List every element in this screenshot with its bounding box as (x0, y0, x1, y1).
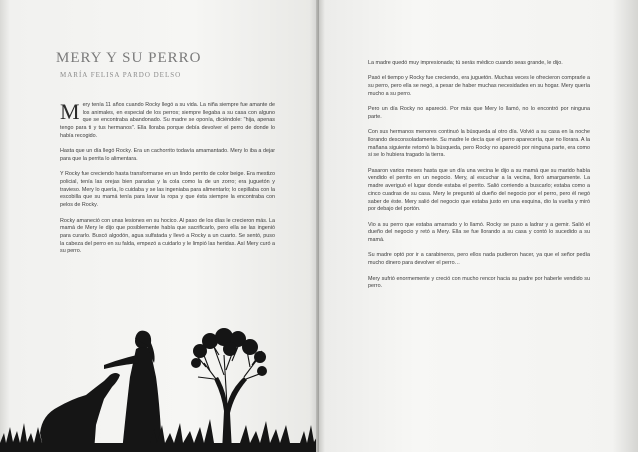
paragraph: Mery sufrió enormemente y creció con mucho rencor hacia su padre por haberle vendido su perro. (368, 275, 590, 290)
paragraph: Con sus hermanos menores continuó la búsqueda al otro día. Volvió a su casa en la noche llorando desconsoladamente. Su madre le decía que el perro aparecería, que no llorara. A la mañana siguiente retomó la búsqueda, pero Rocky no apareció por ninguna parte, era como si se lo hubiera tragado la tierra. (368, 129, 590, 159)
paragraph: Vio a su perro que estaba amarrado y lo llamó. Rocky se puso a ladrar y a gemir. Salió el dueño del negocio y retó a Mery. Ella se fue llorando a su casa y contó lo sucedido a su mamá. (368, 221, 590, 244)
paragraph (60, 99, 275, 141)
right-page-text (368, 60, 590, 299)
paragraph: Y Rocky fue creciendo hasta transformarse en un lindo perrito de color beige. Era mestizo policial, tenía las orejas bien paradas y la cola como la de un zorro; era juguetón y travieso. Mery lo quería, lo cuidaba y se las ingeniaba para alimentarlo; lo cepillaba con la escobilla que su mamá tenía para lavar la ropa y que ésta siempre la encontraba con pelos de Rocky. (60, 171, 275, 209)
dog-silhouette (40, 373, 120, 452)
girl-dog-tree-silhouette (0, 315, 319, 452)
story-title: MERY Y SU PERRO (56, 50, 202, 66)
paragraph: Pasaron varios meses hasta que un día una vecina le dijo a su mamá que su marido había vendido el perrito en un negocio. Mery, al escuchar a la vecina, lloró amargamente. La madre averiguó el lugar donde estaba el perrito. Salió corriendo a buscarlo; estaba como a cinco cuadras de su casa. Mery le preguntó al dueño del negocio por el perro, pero él negó saber de éste. Mery salió del negocio que estaba justo en una esquina, dio la vuelta y miró por debajo del portón. (368, 167, 590, 213)
drop-cap: M (60, 99, 80, 124)
paragraph: Su madre optó por ir a carabineros, pero ellos nada pudieron hacer, ya que el señor pedía mucho dinero para devolver el perro… (368, 252, 590, 267)
paragraph-text: ery tenía 11 años cuando Rocky llegó a su vida. La niña siempre fue amante de los animales, en especial de los perros; siempre llegaba a su casa con alguno que se encontraba abandonado. Su madre se oponía, diciéndole: "hija, apenas tengo para ti y tus hermanos". Ella lloraba porque debía devolver el perro de donde lo había recogido. (60, 102, 275, 139)
left-page-text (60, 99, 275, 264)
paragraph: Pasó el tiempo y Rocky fue creciendo, era juguetón. Muchas veces le ofrecieron comprarle a su perro, pero ella se negó, a pesar de haber muchas necesidades en su hogar. Mery quería mucho a su perro. (368, 75, 590, 97)
paragraph: Hasta que un día llegó Rocky. Era un cachorrito todavía amamantado. Mery lo iba a dejar para que la perrita lo alimentara. (60, 148, 275, 162)
paragraph: La madre quedó muy impresionada; tú serás médico cuando seas grande, le dijo. (368, 60, 563, 66)
paragraph: Rocky amaneció con unas lesiones en su hocico. Al paso de los días le crecieron más. La mamá de Mery le dijo que posiblemente había que sacrificarlo, pero ella se las ingenió para curarlo. Buscó algodón, agua sulfatada y llevó a Rocky a un cuarto. Se sentó, puso la cabeza del perro en su falda, empezó a cuidarlo y le limpió las heridas. Así Mery curó a su perro. (60, 217, 275, 255)
paragraph: Pero un día Rocky no apareció. Por más que Mery lo llamó, no lo encontró por ninguna parte. (368, 106, 590, 120)
story-author: MARÍA FELISA PARDO DELSO (60, 71, 182, 79)
tree-foliage (191, 328, 267, 376)
